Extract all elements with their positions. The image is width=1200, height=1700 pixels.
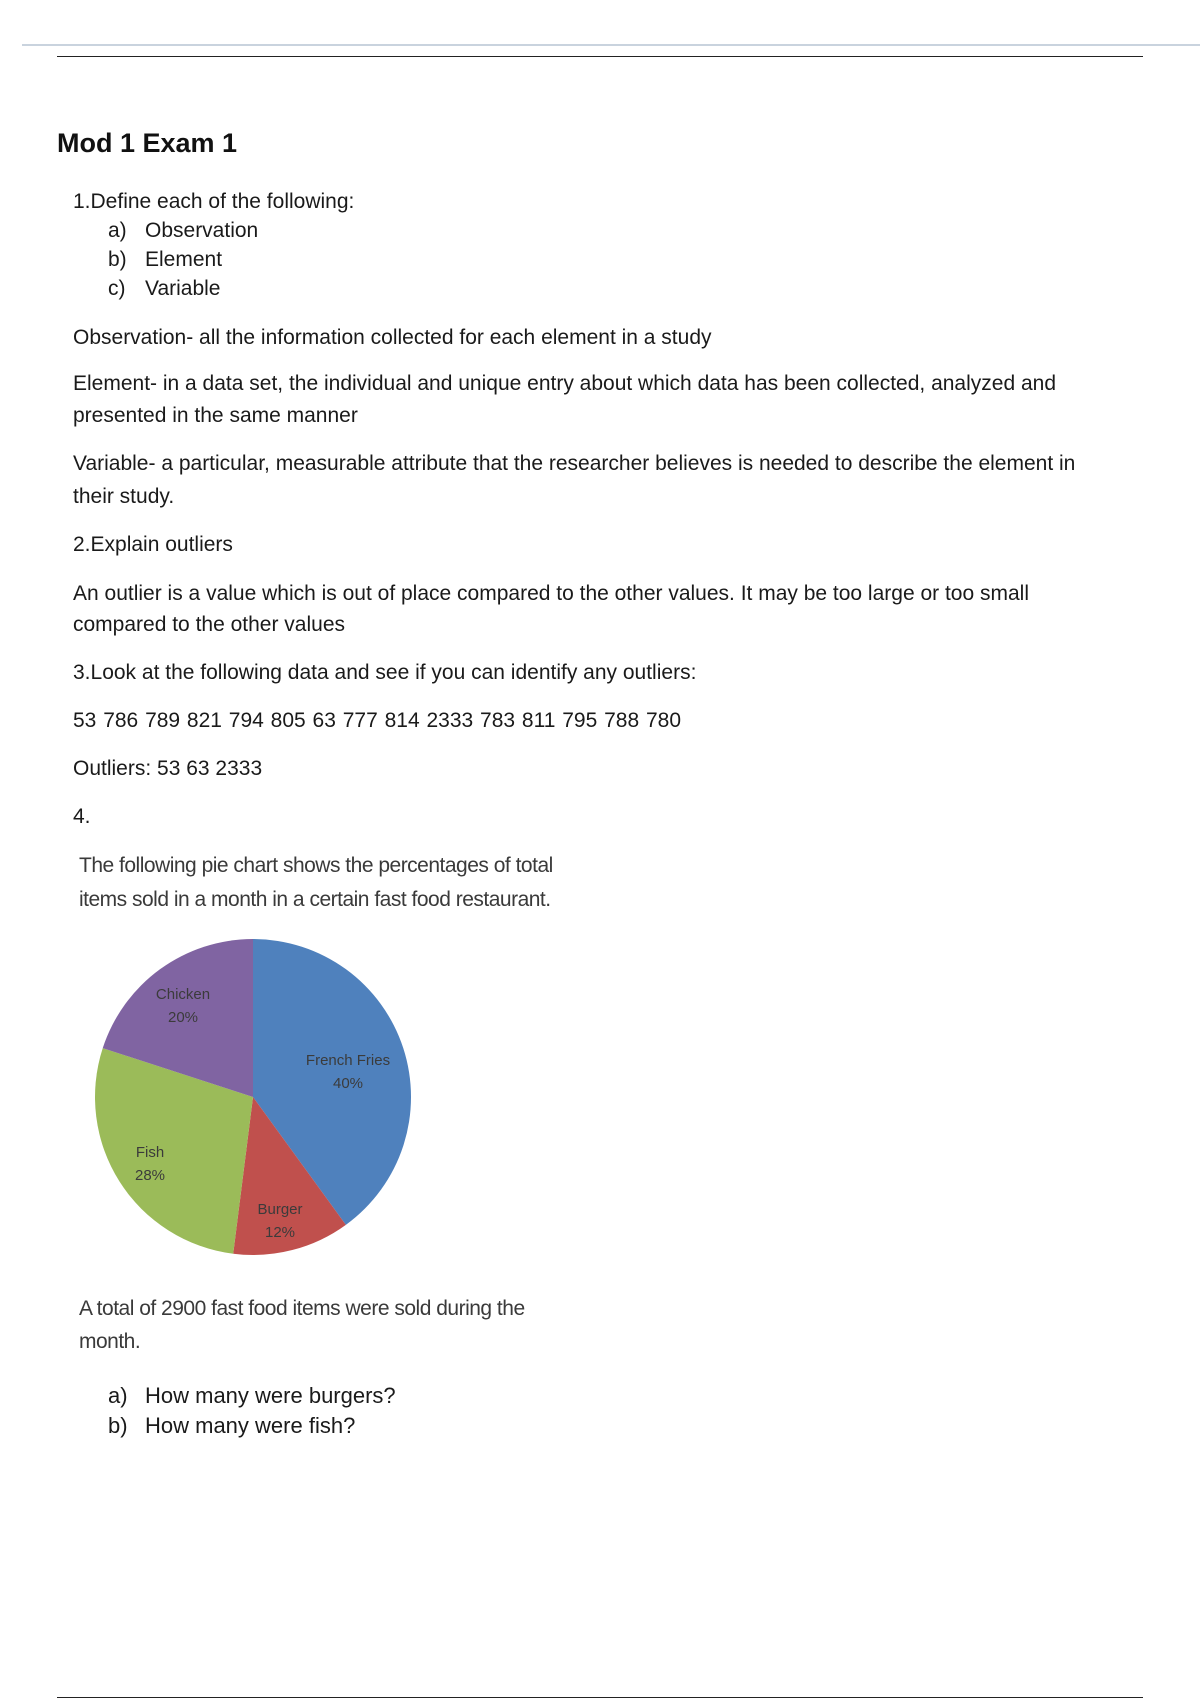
pie-value-burger: 12%: [264, 1224, 296, 1241]
item-label: a): [108, 1383, 128, 1408]
total-line-1: A total of 2900 fast food items were sold during the: [79, 1297, 525, 1320]
page-title: Mod 1 Exam 1: [57, 128, 238, 158]
answer-element-line-2: presented in the same manner: [73, 404, 358, 427]
pie-chart-svg: [88, 932, 598, 1262]
question-1-item-c: [108, 274, 221, 303]
pie-label-french-fries: French Fries: [305, 1052, 391, 1069]
answer-observation: Observation- all the information collected for each element in a study: [73, 326, 712, 349]
item-label: b): [108, 1413, 128, 1438]
answer-outlier-line-1: An outlier is a value which is out of place compared to the other values. It may be too large or too small: [73, 582, 1030, 605]
pie-label-chicken: Chicken: [155, 986, 211, 1003]
answer-outlier-line-2: compared to the other values: [73, 613, 345, 636]
question-1-number: 1.: [73, 190, 91, 213]
pie-label-fish: Fish: [135, 1144, 165, 1161]
question-4-item-b: [108, 1411, 355, 1440]
top-rule: [57, 56, 1143, 57]
pie-label-burger: Burger: [257, 1201, 303, 1218]
item-label: c): [108, 277, 126, 300]
chart-caption-line-1: The following pie chart shows the percentages of total: [79, 854, 553, 877]
pie-value-chicken: 20%: [167, 1009, 199, 1026]
question-3-prompt: Look at the following data and see if you can identify any outliers:: [90, 661, 697, 684]
question-1: [73, 186, 354, 218]
question-3-number: 3.: [73, 661, 91, 684]
item-text: How many were burgers?: [145, 1383, 396, 1408]
top-faint-rule: [22, 44, 1200, 46]
item-text: Observation: [145, 219, 259, 242]
bottom-rule: [57, 1697, 1143, 1698]
answer-variable-line-2: their study.: [73, 485, 175, 508]
pie-value-french-fries: 40%: [332, 1075, 364, 1092]
question-2-number: 2.: [73, 533, 91, 556]
answer-element-line-1: Element- in a data set, the individual and unique entry about which data has been collected, analyzed and: [73, 372, 1057, 395]
question-3-answer: Outliers: 53 63 2333: [73, 757, 263, 780]
question-3-data: 53 786 789 821 794 805 63 777 814 2333 783 811 795 788 780: [73, 709, 682, 732]
pie-chart: [88, 932, 598, 1262]
question-1-prompt: Define each of the following:: [90, 190, 355, 213]
item-label: b): [108, 248, 127, 271]
question-2: [73, 529, 233, 561]
item-text: Element: [145, 248, 223, 271]
chart-caption-line-2: items sold in a month in a certain fast food restaurant.: [79, 888, 551, 911]
question-1-item-b: [108, 245, 222, 274]
question-3: [73, 657, 696, 689]
pie-value-fish: 28%: [134, 1167, 166, 1184]
question-2-prompt: Explain outliers: [90, 533, 233, 556]
question-4-number: 4.: [73, 805, 91, 828]
item-text: Variable: [145, 277, 221, 300]
answer-variable-line-1: Variable- a particular, measurable attribute that the researcher believes is needed to describe the element in: [73, 452, 1076, 475]
question-4-item-a: [108, 1381, 396, 1410]
item-text: How many were fish?: [145, 1413, 356, 1438]
total-line-2: month.: [79, 1330, 141, 1353]
item-label: a): [108, 219, 127, 242]
question-1-item-a: [108, 216, 258, 245]
